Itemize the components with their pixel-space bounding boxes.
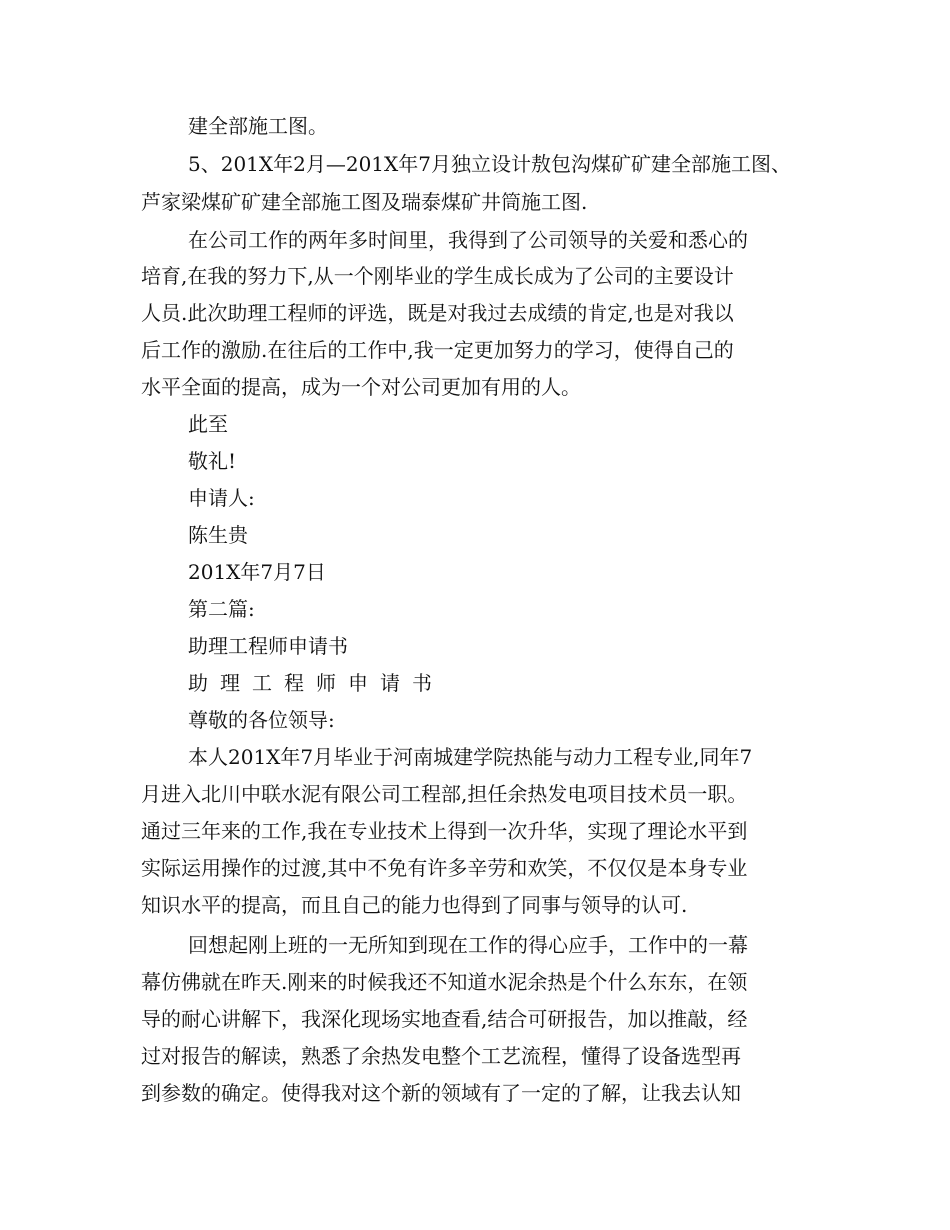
text-line: 本人201X年7月毕业于河南城建学院热能与动力工程专业,同年7 [188, 745, 753, 769]
text-line: 助理工程师申请书 [188, 634, 348, 658]
text-line: 尊敬的各位领导: [188, 708, 335, 732]
text-line: 助理工程师申请书 [188, 671, 444, 695]
text-line: 幕仿佛就在昨天.刚来的时候我还不知道水泥余热是个什么东东，在领 [141, 970, 748, 994]
text-line: 201X年7月7日 [188, 560, 326, 584]
text-line: 建全部施工图。 [188, 114, 328, 138]
text-line: 导的耐心讲解下，我深化现场实地查看,结合可研报告，加以推敲，经 [141, 1007, 748, 1031]
text-line: 到参数的确定。使得我对这个新的领域有了一定的了解，让我去认知 [141, 1081, 741, 1105]
text-line: 申请人: [188, 486, 255, 510]
text-line: 过对报告的解读，熟悉了余热发电整个工艺流程，懂得了设备选型再 [141, 1044, 741, 1068]
text-line: 人员.此次助理工程师的评选，既是对我过去成绩的肯定,也是对我以 [141, 301, 734, 325]
text-line: 水平全面的提高，成为一个对公司更加有用的人。 [141, 375, 581, 399]
text-line: 后工作的激励.在往后的工作中,我一定更加努力的学习，使得自己的 [141, 338, 734, 362]
text-line: 在公司工作的两年多时间里，我得到了公司领导的关爱和悉心的 [188, 228, 748, 252]
text-line: 培育,在我的努力下,从一个刚毕业的学生成长成为了公司的主要设计 [141, 264, 734, 288]
text-line: 此至 [188, 412, 228, 436]
text-line: 回想起刚上班的一无所知到现在工作的得心应手，工作中的一幕 [188, 933, 748, 957]
text-line: 知识水平的提高，而且自己的能力也得到了同事与领导的认可. [141, 893, 688, 917]
text-line: 芦家梁煤矿矿建全部施工图及瑞泰煤矿井筒施工图. [141, 190, 588, 214]
text-line: 5、201X年2月—201X年7月独立设计敖包沟煤矿矿建全部施工图、 [188, 152, 791, 176]
text-line: 通过三年来的工作,我在专业技术上得到一次升华，实现了理论水平到 [141, 819, 748, 843]
text-line: 陈生贵 [188, 523, 248, 547]
text-line: 敬礼! [188, 449, 237, 473]
text-line: 第二篇: [188, 597, 255, 621]
text-line: 实际运用操作的过渡,其中不免有许多辛劳和欢笑，不仅仅是本身专业 [141, 856, 748, 880]
text-line: 月进入北川中联水泥有限公司工程部,担任余热发电项目技术员一职。 [141, 782, 748, 806]
